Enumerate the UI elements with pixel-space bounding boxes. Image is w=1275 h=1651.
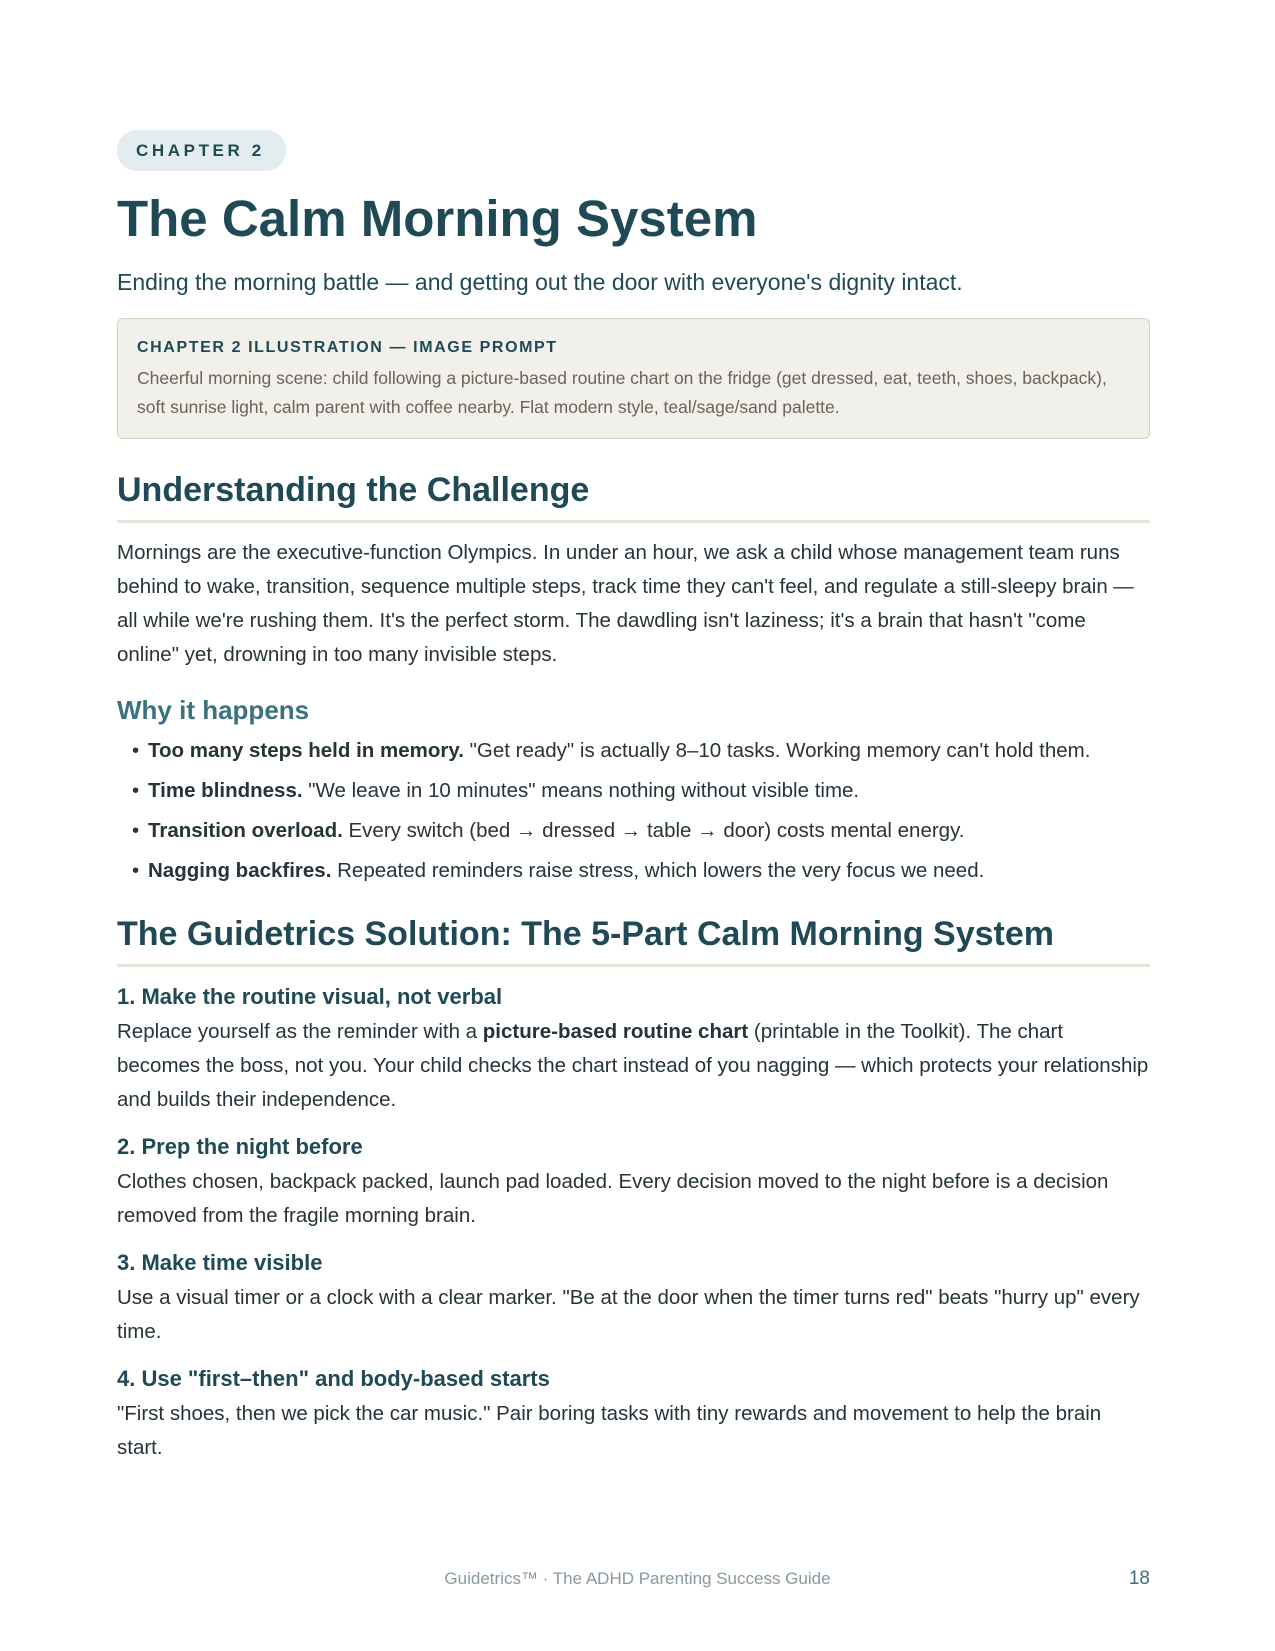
- step-text-part: (printable in the Toolkit). The chart becomes the boss, not you. Your child checks the chart instead of you nagging — which protects your relationship and builds their independence.: [117, 1020, 1149, 1111]
- list-item-text: "Get ready" is actually 8–10 tasks. Working memory can't hold them.: [463, 739, 1091, 762]
- list-item-bold: Time blindness.: [148, 779, 303, 802]
- image-prompt-box: [117, 318, 1150, 439]
- list-item-text: Every switch (bed → dressed → table → door) costs mental energy.: [342, 819, 965, 842]
- list-item-bold: Too many steps held in memory.: [148, 739, 464, 762]
- step-title: 4. Use "first–then" and body-based starts: [117, 1366, 550, 1391]
- list-item-text: "We leave in 10 minutes" means nothing without visible time.: [302, 779, 860, 802]
- section-heading-solution: The Guidetrics Solution: The 5-Part Calm Morning System: [117, 913, 1150, 967]
- chapter-subtitle: Ending the morning battle — and getting out the door with everyone's dignity intact.: [117, 269, 963, 295]
- step-title: 2. Prep the night before: [117, 1134, 363, 1159]
- step-text-part: Replace yourself as the reminder with a: [117, 1020, 483, 1043]
- challenge-paragraph: Mornings are the executive-function Olympics. In under an hour, we ask a child whose management team runs behind to wake, transition, sequence multiple steps, track time they can't feel, and regulate a still-sleepy brain — all while we're rushing them. It's the perfect storm. The dawdling isn't laziness; it's a brain that hasn't "come online" yet, drowning in too many invisible steps.: [117, 541, 1134, 666]
- step-text-bold: picture-based routine chart: [482, 1020, 749, 1043]
- step-text: "First shoes, then we pick the car music." Pair boring tasks with tiny rewards and movement to help the brain start.: [117, 1402, 1102, 1459]
- step-title: 3. Make time visible: [117, 1250, 323, 1275]
- why-it-happens-list: [117, 734, 1150, 888]
- list-item: [132, 774, 1150, 808]
- step-title: 1. Make the routine visual, not verbal: [117, 984, 503, 1009]
- solution-step-3: [117, 1249, 1150, 1349]
- list-item-bold: Transition overload.: [148, 819, 343, 842]
- list-item-bold: Nagging backfires.: [148, 859, 332, 882]
- list-item-text: Repeated reminders raise stress, which lowers the very focus we need.: [331, 859, 985, 882]
- list-item: [132, 814, 1150, 848]
- step-text: [117, 1015, 1150, 1117]
- section-heading-challenge: Understanding the Challenge: [117, 469, 1150, 523]
- solution-step-4: [117, 1365, 1150, 1465]
- solution-step-1: [117, 983, 1150, 1117]
- image-prompt-label: CHAPTER 2 ILLUSTRATION — IMAGE PROMPT: [137, 339, 558, 356]
- page-content: [117, 130, 1150, 1465]
- page-number: 18: [1128, 1568, 1150, 1589]
- step-text: Clothes chosen, backpack packed, launch pad loaded. Every decision moved to the night before is a decision removed from the fragile morning brain.: [117, 1170, 1109, 1227]
- list-item: [132, 854, 1150, 888]
- solution-step-2: [117, 1133, 1150, 1233]
- step-text: Use a visual timer or a clock with a clear marker. "Be at the door when the timer turns red" beats "hurry up" every time.: [117, 1286, 1140, 1343]
- list-item: [132, 734, 1150, 768]
- footer-text: Guidetrics™ · The ADHD Parenting Success Guide: [444, 1569, 831, 1588]
- chapter-badge: CHAPTER 2: [117, 130, 286, 171]
- image-prompt-text: Cheerful morning scene: child following a picture-based routine chart on the fridge (get dressed, eat, teeth, shoes, backpack), soft sunrise light, calm parent with coffee nearby. Flat modern style, teal/sage/sand palette.: [137, 368, 1107, 417]
- chapter-title: The Calm Morning System: [117, 190, 758, 247]
- why-it-happens-heading: Why it happens: [117, 695, 310, 725]
